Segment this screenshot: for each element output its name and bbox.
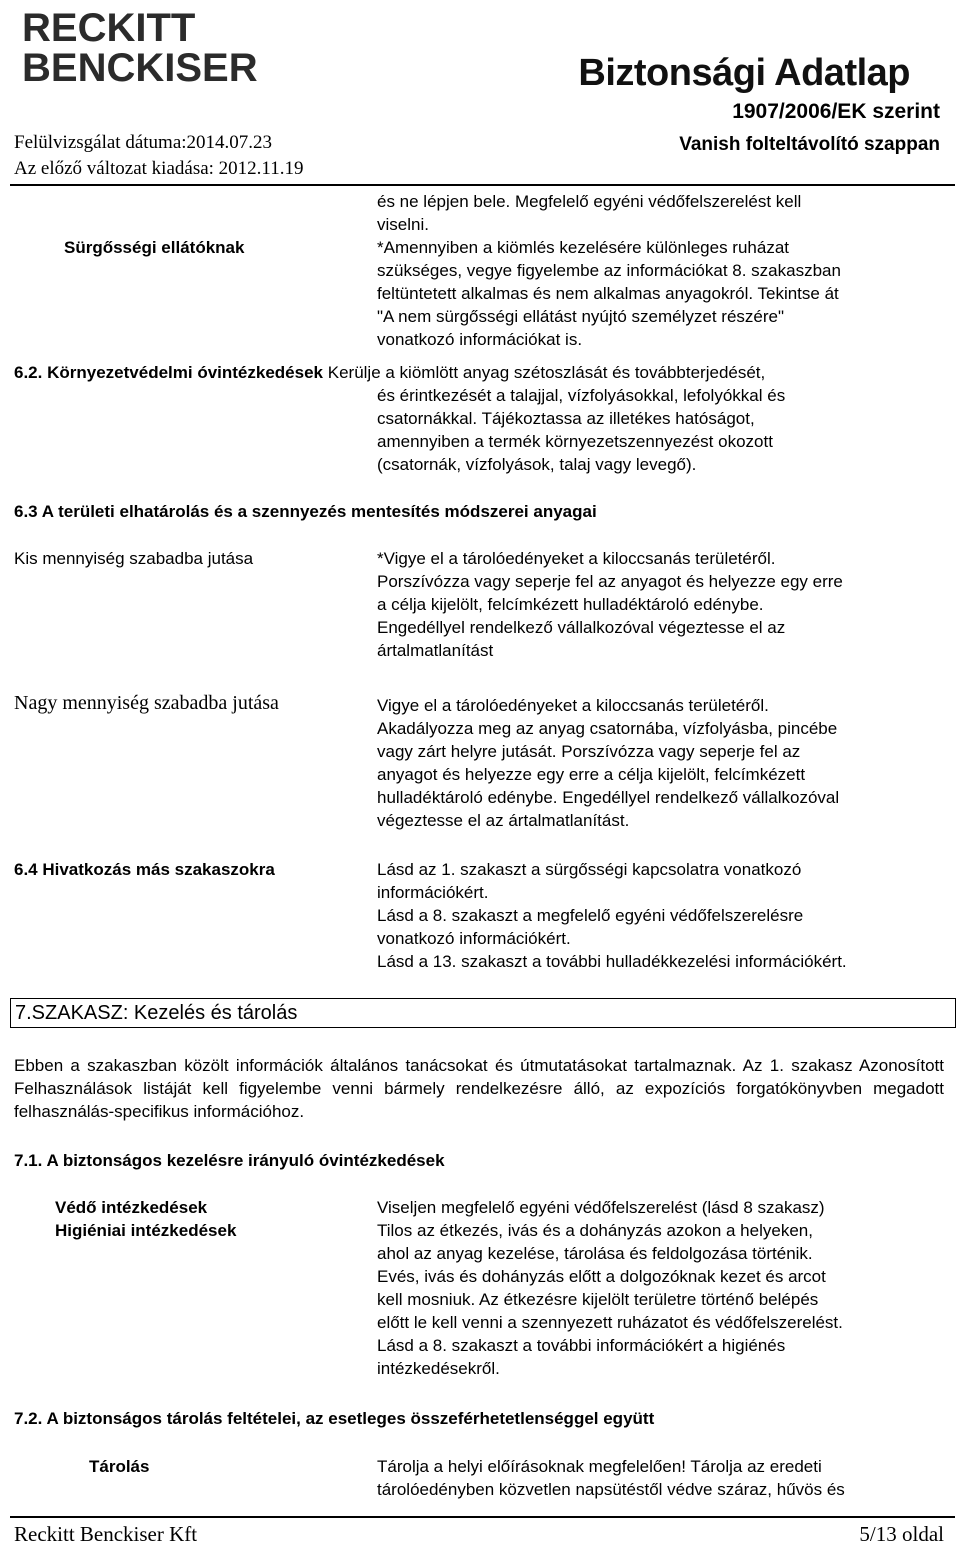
section-6-1-continued-text: és ne lépjen bele. Megfelelő egyéni védőfelszerelést kell viselni. <box>377 192 802 234</box>
section-7-1-text: Viseljen megfelelő egyéni védőfelszerelést (lásd 8 szakasz) Tilos az étkezés, ivás és a dohányzás azokon a helyeken, ahol az anyag kezelése, tárolása és feldolgozása történik. Evés, ivás és dohányzás előtt a dolgozóknak kezet és arcot kell mosniuk. Az étkezésre kijelölt területre történő belépés előtt le kell venni a szennyezett ruházatot és védőfelszerelést. Lásd a 8. szakaszt a további információkért a higiénés intézkedésekről. <box>377 1198 843 1378</box>
emergency-responders-text: *Amennyiben a kiömlés kezelésére különleges ruházat szükséges, vegye figyelembe az információkat 8. szakaszban feltüntetett alkalmas és nem alkalmas anyagokról. Tekintse át "A nem sürgősségi ellátást nyújtó személyzet részére" vonatkozó információkat is. <box>377 238 841 349</box>
document-title: Biztonsági Adatlap <box>578 52 910 94</box>
large-spill-label: Nagy mennyiség szabadba jutása <box>14 692 279 714</box>
section-6-4-heading: 6.4 Hivatkozás más szakaszokra <box>14 860 275 879</box>
section-7-2-heading: 7.2. A biztonságos tárolás feltételei, az esetleges összeférhetetlenséggel együtt <box>14 1409 655 1428</box>
revision-date: Felülvizsgálat dátuma:2014.07.23 <box>14 132 273 153</box>
company-logo <box>22 6 258 90</box>
small-spill-label: Kis mennyiség szabadba jutása <box>14 549 254 568</box>
section-6-2-text-first-line: Kerülje a kiömlött anyag szétoszlását és továbbterjedését, <box>327 363 766 382</box>
emergency-responders-label: Sürgősségi ellátóknak <box>64 238 245 257</box>
section-6-4-text: Lásd az 1. szakaszt a sürgősségi kapcsolatra vonatkozó információkért. Lásd a 8. szakaszt a megfelelő egyéni védőfelszerelésre vonatkozó információkért. Lásd a 13. szakaszt a további hulladékkezelési információkért. <box>377 860 847 971</box>
storage-label: Tárolás <box>89 1457 150 1476</box>
section-7-1-heading: 7.1. A biztonságos kezelésre irányuló óvintézkedések <box>14 1151 445 1170</box>
section-6-2-heading: Környezetvédelmi óvintézkedések <box>47 363 323 382</box>
product-name: Vanish folteltávolító szappan <box>679 134 940 155</box>
section-6-2-number: 6.2. <box>14 363 43 382</box>
small-spill-text: *Vigye el a tárolóedényeket a kiloccsanás területéről. Porszívózza vagy seperje fel az anyagot és helyezze egy erre a célja kijelölt, felcímkézett hulladéktároló edénybe. Engedéllyel rendelkező vállalkozóval végeztesse el az ártalmatlanítást <box>377 549 843 660</box>
large-spill-text: Vigye el a tárolóedényeket a kiloccsanás területéről. Akadályozza meg az anyag csatornába, vízfolyásba, pincébe vagy zárt helyre jutását. Porszívózza vagy seperje fel az anyagot és helyezze egy erre a célja kijelölt, felcímkézett hulladéktároló edénybe. Engedéllyel rendelkező vállalkozóval végeztesse el az ártalmatlanítást. <box>377 696 840 830</box>
section-6-3-heading: 6.3 A területi elhatárolás és a szennyezés mentesítés módszerei anyagai <box>14 502 597 521</box>
section-7-heading-box <box>10 998 956 1028</box>
header-divider <box>10 184 955 186</box>
section-7-intro: Ebben a szakaszban közölt információk általános tanácsokat és útmutatásokat tartalmaznak. Az 1. szakasz Azonosított Felhasználások listáját kell figyelembe venni bármely rendelkezésre álló, az expozíciós forgatókönyvben megadott felhasználás-specifikus információhoz. <box>14 1056 944 1121</box>
footer-company: Reckitt Benckiser Kft <box>14 1522 198 1546</box>
storage-text: Tárolja a helyi előírásoknak megfelelően! Tárolja az eredeti tárolóedényben közvetlen napsütéstől védve száraz, hűvös és <box>377 1457 845 1499</box>
regulation-reference: 1907/2006/EK szerint <box>732 100 940 123</box>
previous-version-date: Az előző változat kiadása: 2012.11.19 <box>14 158 304 179</box>
protective-measures-label: Védő intézkedések <box>55 1198 208 1217</box>
logo-line-1: RECKITT <box>22 6 196 50</box>
section-6-2-text: és érintkezését a talajjal, vízfolyásokkal, lefolyókkal és csatornákkal. Tájékoztassa az illetékes hatóságot, amennyiben a termék környezetszennyezést okozott (csatornák, vízfolyások, talaj vagy levegő). <box>377 386 786 474</box>
section-7-heading: 7.SZAKASZ: Kezelés és tárolás <box>15 1002 298 1024</box>
logo-line-2: BENCKISER <box>22 46 258 90</box>
page-number: 5/13 oldal <box>859 1522 944 1546</box>
hygiene-measures-label: Higiéniai intézkedések <box>55 1221 237 1240</box>
section-6-2-first-line <box>14 361 765 384</box>
footer-divider <box>10 1516 955 1518</box>
